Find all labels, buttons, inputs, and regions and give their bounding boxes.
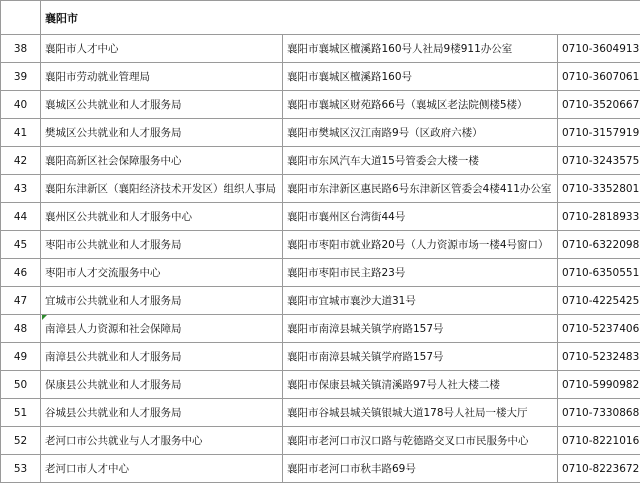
region-name: 襄阳市 [41, 1, 640, 35]
region-header-spacer [1, 1, 41, 35]
row-number: 43 [1, 175, 41, 203]
phone-number: 0710-7330868 [558, 399, 640, 427]
organization-name: 老河口市公共就业与人才服务中心 [41, 427, 283, 455]
organization-name: 襄州区公共就业和人才服务中心 [41, 203, 283, 231]
phone-number: 0710-3607061 [558, 63, 640, 91]
table-row [1, 259, 640, 287]
organization-name: 老河口市人才中心 [41, 455, 283, 483]
table-row [1, 427, 640, 455]
phone-number: 0710-3520667 [558, 91, 640, 119]
organization-name: 保康县公共就业和人才服务局 [41, 371, 283, 399]
organization-name: 南漳县人力资源和社会保障局 [41, 315, 283, 343]
organization-name: 枣阳市人才交流服务中心 [41, 259, 283, 287]
phone-number: 0710-6322098 [558, 231, 640, 259]
organization-name: 襄阳东津新区（襄阳经济技术开发区）组织人事局 [41, 175, 283, 203]
row-number: 49 [1, 343, 41, 371]
address: 襄阳市襄城区檀溪路160号人社局9楼911办公室 [283, 35, 558, 63]
phone-number: 0710-2818933 [558, 203, 640, 231]
address: 襄阳市谷城县城关镇银城大道178号人社局一楼大厅 [283, 399, 558, 427]
organization-name: 襄阳市劳动就业管理局 [41, 63, 283, 91]
address: 襄阳市东津新区惠民路6号东津新区管委会4楼411办公室 [283, 175, 558, 203]
table-row [1, 63, 640, 91]
row-number: 51 [1, 399, 41, 427]
address: 襄阳市枣阳市就业路20号（人力资源市场一楼4号窗口） [283, 231, 558, 259]
address: 襄阳市宜城市襄沙大道31号 [283, 287, 558, 315]
table-row [1, 91, 640, 119]
address: 襄阳市襄州区台湾街44号 [283, 203, 558, 231]
organization-name: 襄阳市人才中心 [41, 35, 283, 63]
address: 襄阳市襄城区财苑路66号（襄城区老法院侧楼5楼） [283, 91, 558, 119]
row-number: 42 [1, 147, 41, 175]
directory-body [1, 1, 640, 483]
row-number: 52 [1, 427, 41, 455]
phone-number: 0710-4225425 [558, 287, 640, 315]
phone-number: 0710-8221016 [558, 427, 640, 455]
address: 襄阳市南漳县城关镇学府路157号 [283, 315, 558, 343]
phone-number: 0710-3157919 [558, 119, 640, 147]
region-header-row [1, 1, 640, 35]
phone-number: 0710-5232483 [558, 343, 640, 371]
table-row [1, 175, 640, 203]
organization-name: 南漳县公共就业和人才服务局 [41, 343, 283, 371]
phone-number: 0710-5990982 [558, 371, 640, 399]
table-row [1, 147, 640, 175]
table-row [1, 119, 640, 147]
address: 襄阳市老河口市秋丰路69号 [283, 455, 558, 483]
table-row [1, 343, 640, 371]
address: 襄阳市保康县城关镇清溪路97号人社大楼二楼 [283, 371, 558, 399]
phone-number: 0710-5237406 [558, 315, 640, 343]
address: 襄阳市南漳县城关镇学府路157号 [283, 343, 558, 371]
table-row [1, 287, 640, 315]
row-number: 40 [1, 91, 41, 119]
table-row [1, 315, 640, 343]
phone-number: 0710-3604913 [558, 35, 640, 63]
table-row [1, 371, 640, 399]
address: 襄阳市枣阳市民主路23号 [283, 259, 558, 287]
phone-number: 0710-6350551 [558, 259, 640, 287]
phone-number: 0710-3352801 [558, 175, 640, 203]
row-number: 39 [1, 63, 41, 91]
phone-number: 0710-8223672 [558, 455, 640, 483]
row-number: 45 [1, 231, 41, 259]
table-row [1, 399, 640, 427]
row-number: 41 [1, 119, 41, 147]
row-number: 50 [1, 371, 41, 399]
organization-name: 襄城区公共就业和人才服务局 [41, 91, 283, 119]
row-number: 48 [1, 315, 41, 343]
table-row [1, 455, 640, 483]
table-row [1, 35, 640, 63]
row-number: 38 [1, 35, 41, 63]
phone-number: 0710-3243575 [558, 147, 640, 175]
row-number: 47 [1, 287, 41, 315]
table-row [1, 231, 640, 259]
organization-name: 枣阳市公共就业和人才服务局 [41, 231, 283, 259]
row-number: 53 [1, 455, 41, 483]
organization-name: 襄阳高新区社会保障服务中心 [41, 147, 283, 175]
row-number: 46 [1, 259, 41, 287]
row-number: 44 [1, 203, 41, 231]
organization-name: 樊城区公共就业和人才服务局 [41, 119, 283, 147]
organization-name: 宜城市公共就业和人才服务局 [41, 287, 283, 315]
table-row [1, 203, 640, 231]
address: 襄阳市樊城区汉江南路9号（区政府六楼） [283, 119, 558, 147]
address: 襄阳市东风汽车大道15号管委会大楼一楼 [283, 147, 558, 175]
address: 襄阳市襄城区檀溪路160号 [283, 63, 558, 91]
organization-name: 谷城县公共就业和人才服务局 [41, 399, 283, 427]
address: 襄阳市老河口市汉口路与乾德路交叉口市民服务中心 [283, 427, 558, 455]
